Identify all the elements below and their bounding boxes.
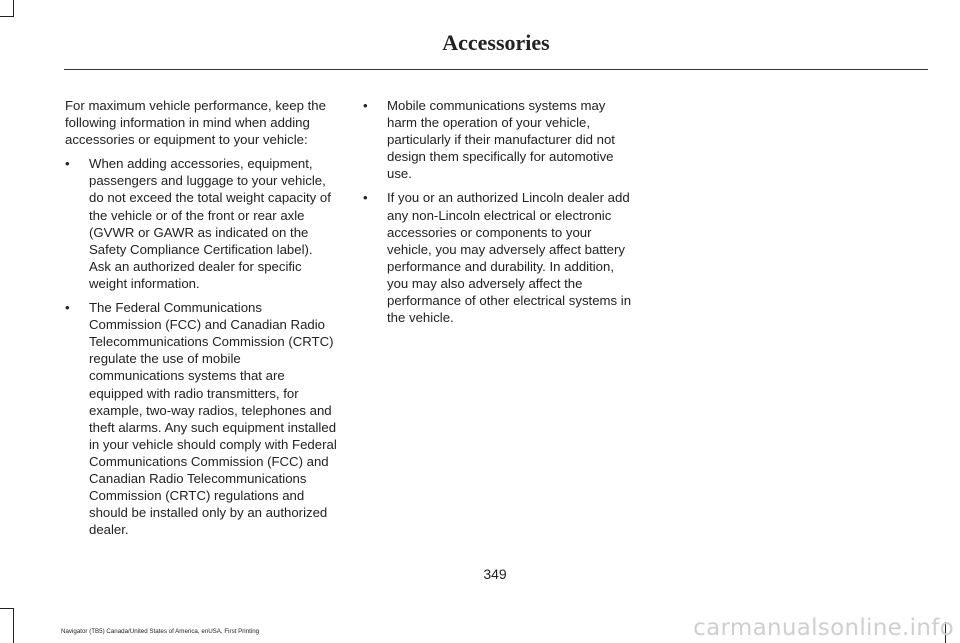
- left-bullet-list: [65, 155, 337, 538]
- watermark: carmanualsonline.info: [693, 615, 954, 641]
- bullet-icon: •: [363, 190, 368, 206]
- list-item-text: The Federal Communications Commission (FCC) and Canadian Radio Telecommunications Commission (CRTC) regulate the use of mobile communications systems that are equipped with radio transmitters, for example, two-way radios, telephones and theft alarms. Any such equipment installed in your vehicle should comply with Federal Communications Commission (FCC) and Canadian Radio Telecommunications Commission (CRTC) regulations and should be installed only by an authorized dealer.: [89, 300, 337, 538]
- right-column: [363, 97, 633, 333]
- intro-paragraph: For maximum vehicle performance, keep the following information in mind when adding accessories or equipment to your vehicle:: [65, 98, 326, 148]
- crop-mark-top-left-horizontal: [0, 16, 14, 17]
- crop-mark-top-left-vertical: [13, 0, 14, 16]
- list-item: [363, 189, 633, 326]
- bullet-icon: •: [363, 98, 368, 113]
- page-title: Accessories: [442, 30, 550, 55]
- list-item-text: If you or an authorized Lincoln dealer add any non-Lincoln electrical or electronic accessories or components to your vehicle, you may adversely affect battery performance and durability. In addition, you may also adversely affect the performance of other electrical systems in the vehicle.: [387, 190, 632, 326]
- list-item-text: Mobile communications systems may harm the operation of your vehicle, particularly if their manufacturer did not design them specifically for automotive use.: [387, 98, 615, 182]
- title-divider: [64, 69, 928, 70]
- right-bullet-list: [363, 97, 633, 326]
- crop-mark-bottom-left-horizontal: [0, 608, 14, 609]
- edition-footer: Navigator (TB5) Canada/United States of America, enUSA, First Printing: [61, 628, 260, 635]
- list-item: [65, 299, 337, 538]
- list-item-text: When adding accessories, equipment, passengers and luggage to your vehicle, do not exceed the total weight capacity of the vehicle or of the front or rear axle (GVWR or GAWR as indicated on the Safety Compliance Certification label). Ask an authorized dealer for specific weight information.: [89, 156, 331, 291]
- bullet-icon: •: [65, 156, 70, 172]
- left-column: [65, 97, 337, 545]
- page-number: 349: [483, 566, 507, 582]
- crop-mark-bottom-left-vertical: [13, 608, 14, 643]
- list-item: [65, 155, 337, 292]
- bullet-icon: •: [65, 300, 70, 316]
- list-item: [363, 97, 633, 182]
